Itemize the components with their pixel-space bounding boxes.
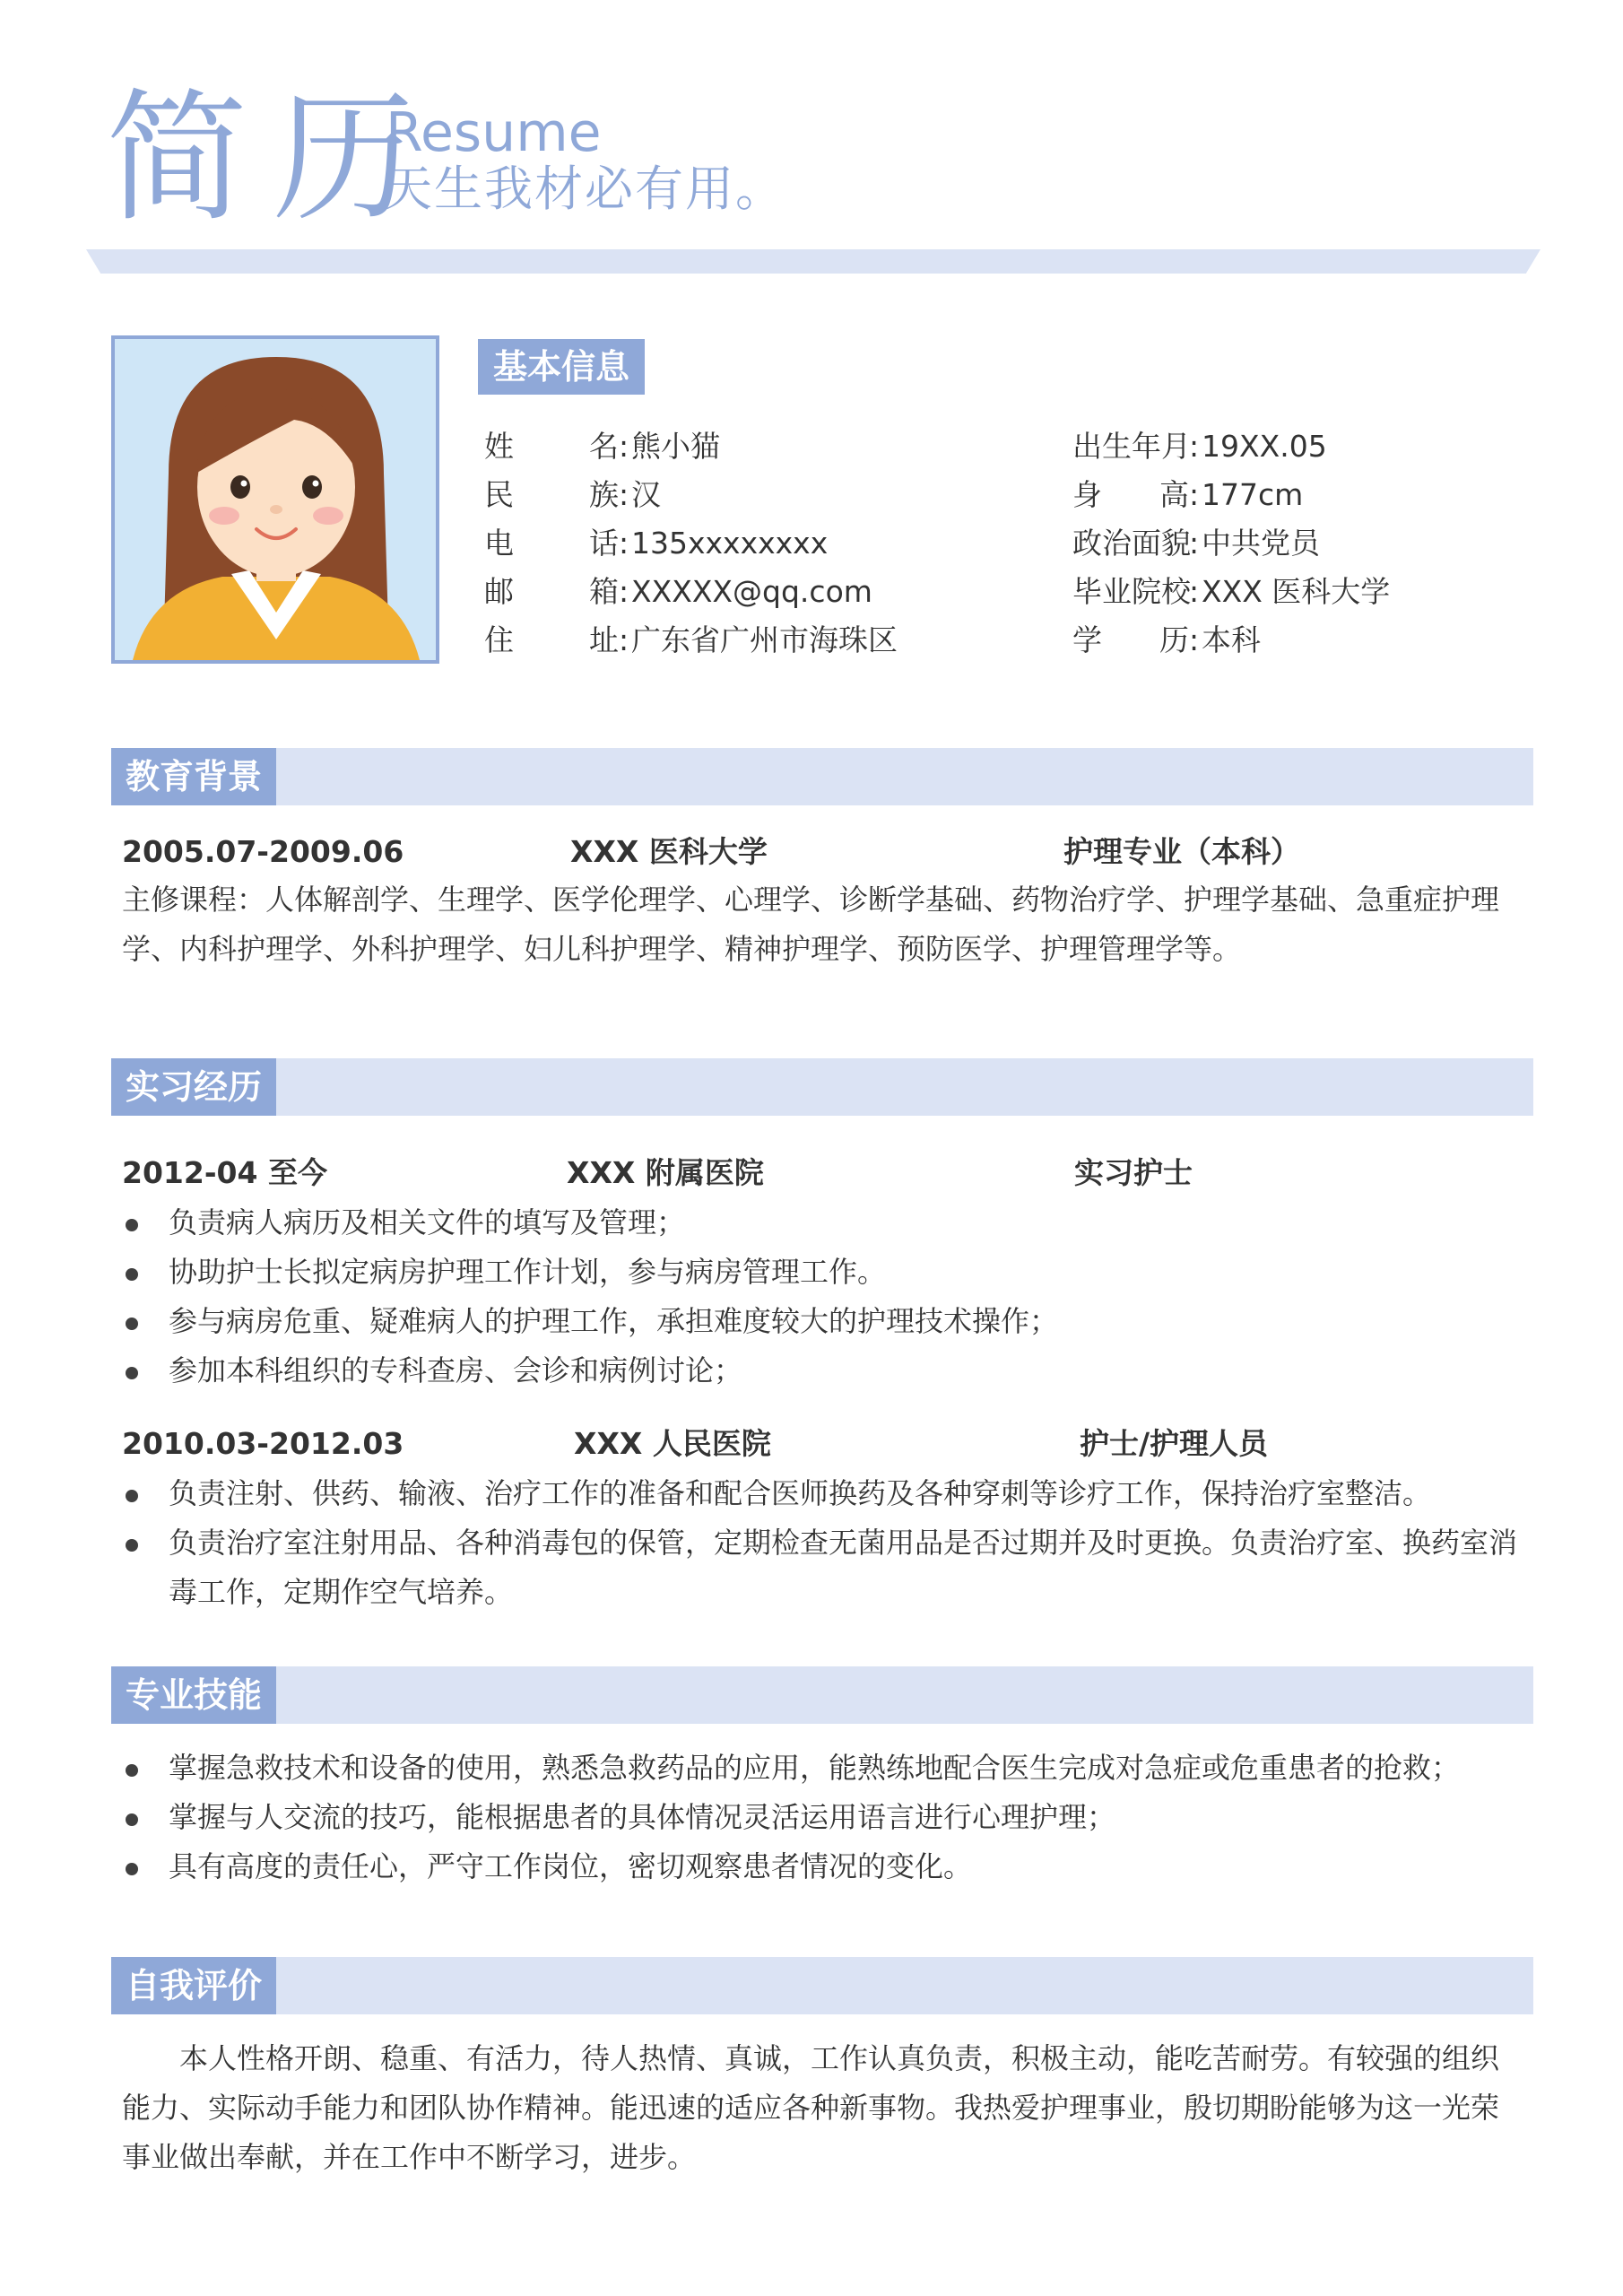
info-value: XXXXX@qq.com	[631, 574, 872, 609]
section-bar-education	[111, 748, 1533, 805]
info-value: 汉	[631, 477, 661, 512]
info-key: 出生年月	[1072, 429, 1191, 464]
section-bar-self-eval	[111, 1957, 1533, 2014]
info-row-school: 毕业院校:XXX 医科大学	[1072, 572, 1390, 612]
info-value: 本科	[1202, 622, 1261, 657]
info-key: 电话	[484, 526, 619, 561]
list-item: 参加本科组织的专科查房、会诊和病例讨论；	[126, 1346, 1533, 1396]
section-label-education: 教育背景	[111, 748, 276, 805]
internship-role: 护士/护理人员	[1080, 1426, 1269, 1461]
info-key: 毕业院校	[1072, 574, 1191, 609]
internship-duty-list	[126, 1198, 1533, 1396]
list-item: 掌握急救技术和设备的使用，熟悉急救药品的应用，能熟练地配合医生完成对急症或危重患者的抢救；	[126, 1744, 1533, 1793]
info-row-address: 住址:广东省广州市海珠区	[484, 621, 898, 660]
info-key: 政治面貌	[1072, 526, 1191, 561]
section-label-self-eval: 自我评价	[111, 1957, 276, 2014]
skills-list	[126, 1744, 1533, 1892]
internship-role: 实习护士	[1074, 1155, 1193, 1190]
education-school: XXX 医科大学	[570, 834, 768, 869]
section-bar-skills	[111, 1666, 1533, 1724]
info-row-email: 邮箱:XXXXX@qq.com	[484, 572, 872, 612]
info-key: 邮箱	[484, 574, 619, 609]
info-value: 135xxxxxxxx	[631, 526, 829, 561]
section-bar-internship	[111, 1058, 1533, 1116]
internship-org: XXX 附属医院	[567, 1155, 764, 1190]
resume-slogan: 天生我材必有用。	[384, 161, 785, 217]
internship-org: XXX 人民医院	[574, 1426, 771, 1461]
info-value: 177cm	[1202, 477, 1304, 512]
info-value: XXX 医科大学	[1202, 574, 1391, 609]
education-period: 2005.07-2009.06	[122, 834, 404, 869]
list-item: 掌握与人交流的技巧，能根据患者的具体情况灵活运用语言进行心理护理；	[126, 1793, 1533, 1842]
section-label-skills: 专业技能	[111, 1666, 276, 1724]
list-item: 负责病人病历及相关文件的填写及管理；	[126, 1198, 1533, 1248]
info-row-name: 姓名:熊小猫	[484, 427, 720, 466]
education-major: 护理专业（本科）	[1063, 834, 1300, 869]
info-value: 中共党员	[1202, 526, 1320, 561]
info-key: 民族	[484, 477, 619, 512]
info-value: 19XX.05	[1202, 429, 1327, 464]
education-courses: 主修课程：人体解剖学、生理学、医学伦理学、心理学、诊断学基础、药物治疗学、护理学基础、急重症护理学、内科护理学、外科护理学、妇儿科护理学、精神护理学、预防医学、护理管理学等。	[122, 883, 1500, 966]
info-value: 广东省广州市海珠区	[631, 622, 898, 657]
info-key: 学历	[1072, 622, 1189, 657]
self-eval-text: 本人性格开朗、稳重、有活力，待人热情、真诚，工作认真负责，积极主动，能吃苦耐劳。有较强的组织能力、实际动手能力和团队协作精神。能迅速的适应各种新事物。我热爱护理事业，殷切期盼能够为这一光荣事业做出奉献，并在工作中不断学习，进步。	[122, 2041, 1500, 2174]
resume-subtitle-en: Resume	[386, 101, 602, 164]
info-value: 熊小猫	[631, 429, 720, 464]
info-key: 姓名	[484, 429, 619, 464]
section-label-basic-info: 基本信息	[478, 339, 645, 395]
info-row-ethnicity: 民族:汉	[484, 475, 661, 515]
list-item: 协助护士长拟定病房护理工作计划，参与病房管理工作。	[126, 1248, 1533, 1297]
info-row-political: 政治面貌:中共党员	[1072, 524, 1320, 563]
list-item: 负责注射、供药、输液、治疗工作的准备和配合医师换药及各种穿刺等诊疗工作，保持治疗室整洁。	[126, 1469, 1533, 1518]
list-item: 负责治疗室注射用品、各种消毒包的保管，定期检查无菌用品是否过期并及时更换。负责治疗室、换药室消毒工作，定期作空气培养。	[126, 1518, 1533, 1617]
section-label-internship: 实习经历	[111, 1058, 276, 1116]
info-row-birth: 出生年月:19XX.05	[1072, 427, 1327, 466]
info-row-degree: 学历:本科	[1072, 621, 1261, 660]
resume-title: 简历	[106, 76, 439, 241]
info-key: 身高	[1072, 477, 1189, 512]
internship-period: 2012-04 至今	[122, 1155, 327, 1190]
info-row-height: 身高:177cm	[1072, 475, 1303, 515]
info-key: 住址	[484, 622, 619, 657]
internship-duty-list	[126, 1469, 1533, 1617]
internship-period: 2010.03-2012.03	[122, 1426, 404, 1461]
avatar-illustration	[115, 339, 436, 660]
avatar	[111, 335, 439, 664]
list-item: 参与病房危重、疑难病人的护理工作，承担难度较大的护理技术操作；	[126, 1297, 1533, 1346]
info-row-phone: 电话:135xxxxxxxx	[484, 524, 828, 563]
header-divider-band	[86, 249, 1541, 274]
list-item: 具有高度的责任心，严守工作岗位，密切观察患者情况的变化。	[126, 1842, 1533, 1892]
